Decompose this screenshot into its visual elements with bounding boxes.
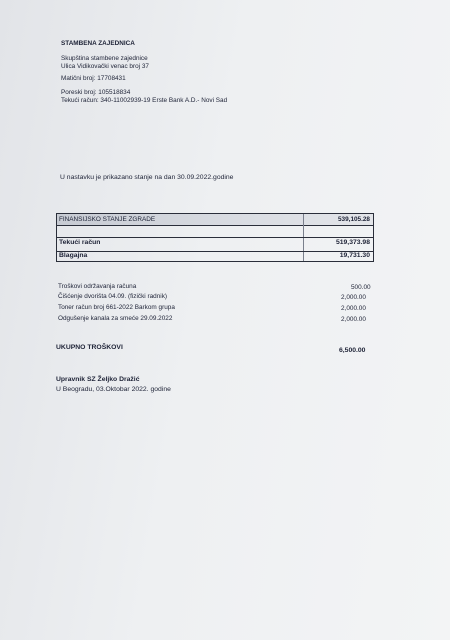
manager-signature: Upravnik SZ Željko Dražić [56, 376, 140, 383]
place-and-date: U Beogradu, 03.Oktobar 2022. godine [56, 386, 171, 393]
row-divider [57, 251, 373, 252]
address: Ulica Vidikovački venac broj 37 [61, 63, 149, 70]
cash-value: 19,731.30 [339, 252, 370, 259]
total-value: 6,500.00 [339, 347, 366, 354]
cash-label: Blagajna [59, 252, 88, 259]
org-title: STAMBENA ZAJEDNICA [61, 40, 135, 47]
expense-label: Čišćenje dvorišta 04.09. (fizički radnik) [58, 293, 168, 300]
expense-value: 500.00 [351, 284, 371, 291]
intro-text: U nastavku je prikazano stanje na dan 30.09.2022.godine [60, 174, 234, 181]
expense-label: Odgušenje kanala za smeće 29.09.2022 [58, 315, 173, 322]
assembly-name: Skupština stambene zajednice [61, 55, 148, 62]
expense-label: Toner račun broj 661-2022 Barkom grupa [58, 304, 175, 311]
expense-value: 2,000.00 [341, 294, 366, 301]
financial-state-table [56, 213, 374, 262]
row-divider [57, 237, 373, 238]
financial-state-label: FINANSIJSKO STANJE ZGRADE [59, 216, 156, 223]
expense-label: Troškovi održavanja računa [58, 283, 137, 290]
bank-account: Tekući račun: 340-11002939-19 Erste Bank A.D.- Novi Sad [61, 97, 228, 104]
expense-value: 2,000.00 [341, 316, 366, 323]
current-account-label: Tekući račun [59, 239, 101, 246]
expense-value: 2,000.00 [341, 305, 366, 312]
total-label: UKUPNO TROŠKOVI [56, 344, 123, 351]
current-account-value: 519,373.98 [335, 239, 370, 246]
financial-state-value: 539,105.28 [338, 216, 370, 223]
registry-number: Matični broj: 17708431 [61, 75, 126, 82]
tax-number: Poreski broj: 105518834 [61, 89, 131, 96]
